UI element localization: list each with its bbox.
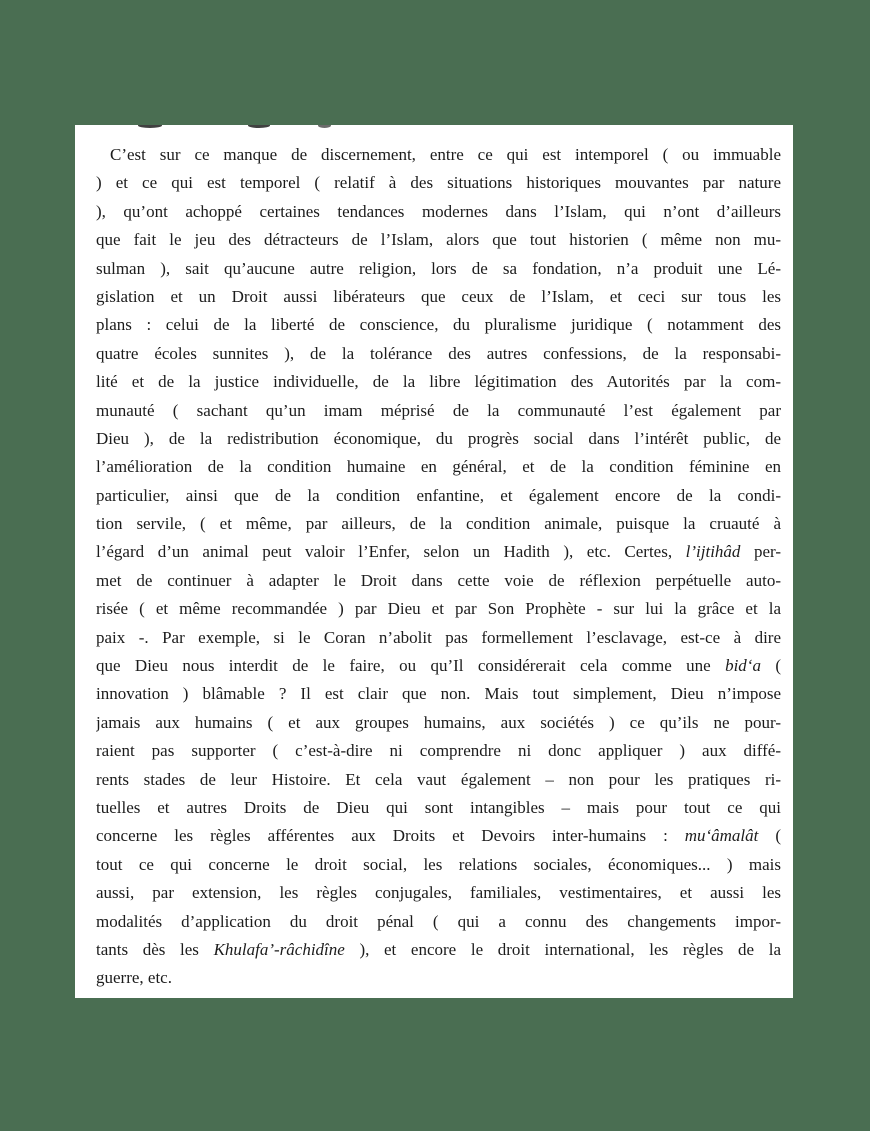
text-segment: ) et ce qui est temporel ( relatif à des situations historiques mouvantes par nature: [96, 173, 781, 193]
text-line: [96, 255, 781, 283]
text-line: [96, 340, 781, 368]
text-line: [96, 169, 781, 197]
text-segment: risée ( et même recommandée ) par Dieu et par Son Prophète - sur lui la grâce et la: [96, 599, 781, 619]
text-segment: gislation et un Droit aussi libérateurs que ceux de l’Islam, et ceci sur tous les: [96, 286, 781, 306]
text-segment: met de continuer à adapter le Droit dans cette voie de réflexion perpétuelle auto-: [96, 570, 781, 590]
text-line: [96, 453, 781, 481]
text-segment: jamais aux humains ( et aux groupes humains, aux sociétés ) ce qu’ils ne pour-: [96, 712, 781, 732]
text-line: [96, 624, 781, 652]
text-segment: raient pas supporter ( c’est-à-dire ni comprendre ni donc appliquer ) aux diffé-: [96, 741, 781, 761]
text-segment: (: [758, 826, 781, 846]
text-line: [96, 311, 781, 339]
text-line: [96, 709, 781, 737]
text-line: [96, 936, 781, 964]
text-line: [96, 908, 781, 936]
text-segment: tuelles et autres Droits de Dieu qui sont intangibles – mais pour tout ce qui: [96, 797, 781, 817]
text-segment: concerne les règles afférentes aux Droits et Devoirs inter-humains :: [96, 826, 685, 846]
text-line: [96, 595, 781, 623]
text-line: [96, 425, 781, 453]
text-segment: tants dès les: [96, 939, 214, 959]
text-line: [96, 680, 781, 708]
text-segment: l’amélioration de la condition humaine en général, et de la condition féminine en: [96, 457, 781, 477]
text-line: [96, 567, 781, 595]
text-segment: tout ce qui concerne le droit social, les relations sociales, économiques... ) mais: [96, 854, 781, 874]
text-segment: per-: [740, 542, 781, 562]
letter-descender-fragment: [248, 125, 270, 128]
document-page: [75, 125, 793, 998]
text-line: [96, 510, 781, 538]
italic-term: mu‘âmalât: [684, 826, 759, 846]
text-line: [96, 766, 781, 794]
text-segment: ), qu’ont achoppé certaines tendances modernes dans l’Islam, qui n’ont d’ailleurs: [96, 201, 781, 221]
text-line: [96, 851, 781, 879]
text-segment: aussi, par extension, les règles conjugales, familiales, vestimentaires, et aussi les: [96, 883, 781, 903]
italic-term: bid‘a: [725, 656, 761, 676]
letter-descender-fragment: [138, 125, 162, 128]
text-segment: ), et encore le droit international, les règles de la: [344, 939, 781, 959]
text-line: [96, 482, 781, 510]
italic-term: l’ijtihâd: [685, 542, 741, 562]
text-segment: C’est sur ce manque de discernement, entre ce qui est intemporel ( ou immuable: [110, 145, 781, 164]
text-segment: sulman ), sait qu’aucune autre religion, lors de sa fondation, n’a produit une Lé-: [96, 258, 781, 278]
text-segment: quatre écoles sunnites ), de la tolérance des autres confessions, de la responsabi-: [96, 343, 781, 363]
text-line: [96, 226, 781, 254]
text-line: [96, 283, 781, 311]
text-segment: lité et de la justice individuelle, de la libre légitimation des Autorités par la com-: [96, 372, 781, 392]
text-segment: innovation ) blâmable ? Il est clair que non. Mais tout simplement, Dieu n’impose: [96, 684, 781, 704]
text-segment: que fait le jeu des détracteurs de l’Islam, alors que tout historien ( même non mu-: [96, 230, 781, 250]
text-line: [96, 879, 781, 907]
text-segment: rents stades de leur Histoire. Et cela vaut également – non pour les pratiques ri-: [96, 769, 781, 789]
text-segment: paix -. Par exemple, si le Coran n’abolit pas formellement l’esclavage, est-ce à dire: [96, 627, 781, 647]
text-line: [96, 538, 781, 566]
text-segment: l’égard d’un animal peut valoir l’Enfer, selon un Hadith ), etc. Certes,: [96, 542, 686, 562]
text-segment: tion servile, ( et même, par ailleurs, de la condition animale, puisque la cruauté à: [96, 514, 781, 534]
text-segment: guerre, etc.: [96, 968, 172, 988]
text-segment: modalités d’application du droit pénal ( qui a connu des changements impor-: [96, 911, 781, 931]
text-segment: munauté ( sachant qu’un imam méprisé de la communauté l’est également par: [96, 400, 781, 420]
text-line: [96, 141, 781, 169]
text-segment: Dieu ), de la redistribution économique, du progrès social dans l’intérêt public, de: [96, 428, 781, 448]
letter-descender-fragment: [318, 125, 331, 128]
text-segment: que Dieu nous interdit de le faire, ou qu’Il considérerait cela comme une: [96, 656, 726, 676]
text-line: [96, 737, 781, 765]
text-line: [96, 198, 781, 226]
text-segment: particulier, ainsi que de la condition enfantine, et également encore de la condi-: [96, 485, 781, 505]
text-line: [96, 794, 781, 822]
text-line: [96, 368, 781, 396]
clipped-line-fragments: [75, 125, 793, 130]
text-line: [96, 397, 781, 425]
text-segment: (: [760, 656, 781, 676]
body-paragraph: [96, 141, 781, 993]
text-line: [96, 964, 781, 992]
italic-term: Khulafa’-râchidîne: [213, 939, 345, 959]
text-segment: plans : celui de la liberté de conscience, du pluralisme juridique ( notamment des: [96, 315, 781, 335]
text-line: [96, 822, 781, 850]
text-line: [96, 652, 781, 680]
